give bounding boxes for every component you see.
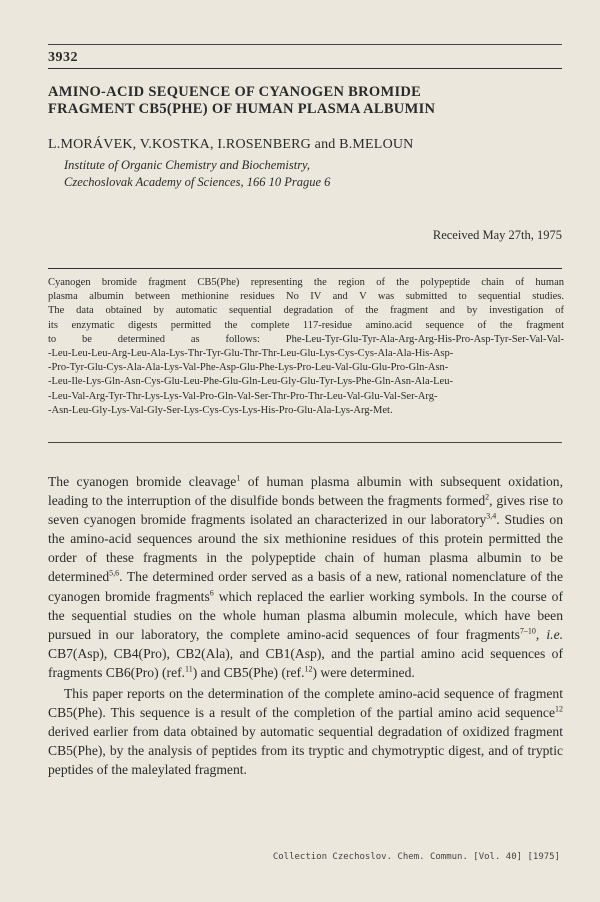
abstract-line: plasma albumin between methionine residues No IV and V was submitted to sequential studies.	[48, 291, 564, 303]
reference-mark: 3,4	[486, 511, 497, 521]
reference-mark: 12	[304, 664, 313, 674]
abstract-line: to be determined as follows: Phe-Leu-Tyr-Glu-Tyr-Ala-Arg-Arg-His-Pro-Asp-Tyr-Ser-Val-Val-	[48, 333, 564, 345]
authors: L.MORÁVEK, V.KOSTKA, I.ROSENBERG and B.MELOUN	[48, 137, 414, 152]
header-rule	[48, 68, 562, 69]
text-run: of human plasma albumin with subsequent oxidation, leading to the interruption of the disulfide bonds between the fragments formed	[48, 474, 563, 509]
abstract-top-rule	[48, 268, 562, 269]
reference-mark: 2	[485, 492, 490, 502]
affiliation-line: Institute of Organic Chemistry and Biochemistry,	[64, 158, 311, 172]
article-title	[48, 84, 568, 118]
text-run: CB7(Asp), CB4(Pro), CB2(Ala), and CB1(Asp), and the partial amino acid sequences of fragments CB6(Pro) (ref.	[48, 645, 563, 680]
text-run: The cyanogen bromide cleavage	[48, 474, 237, 489]
text-run: ) were determined.	[312, 664, 415, 680]
abstract-line: its enzymatic digests permitted the complete 117-residue amino.acid sequence of the fragment	[48, 319, 564, 331]
paragraph-intro	[48, 472, 563, 682]
abstract-line: Cyanogen bromide fragment CB5(Phe) representing the region of the polypeptide chain of human	[48, 277, 564, 288]
paragraph-aim	[48, 684, 563, 779]
text-run: which replaced the earlier working symbols. In the course of the sequential studies on the whole human plasma albumin molecule, which have been pursued in our laboratory, the complete amino-acid sequences of four fragments	[48, 588, 563, 642]
abstract-line: -Asn-Leu-Gly-Lys-Val-Gly-Ser-Lys-Cys-Cys-Lys-His-Pro-Glu-Ala-Lys-Arg-Met.	[48, 404, 393, 416]
text-run: , gives rise to seven cyanogen bromide fragments isolated an characterized in our laboratory	[48, 493, 563, 528]
affiliation	[64, 157, 330, 191]
text-run: ,	[535, 626, 547, 642]
title-line: AMINO-ACID SEQUENCE OF CYANOGEN BROMIDE	[48, 84, 422, 100]
article-body	[48, 472, 563, 780]
text-run: . The determined order served as a basis of a new, rational nomenclature of the cyanogen bromide fragments	[48, 569, 563, 604]
reference-mark: 6	[209, 588, 214, 598]
title-line: FRAGMENT CB5(PHE) OF HUMAN PLASMA ALBUMIN	[48, 101, 436, 117]
text-run: derived earlier from data obtained by automatic sequential degradation of oxidized fragment CB5(Phe), by the analysis of peptides from its tryptic and chymotryptic digest, and of tryptic peptides of the maleylated fragment.	[48, 724, 563, 778]
reference-mark: 7–10	[519, 626, 536, 636]
abstract-line: -Leu-Leu-Leu-Arg-Leu-Ala-Lys-Thr-Tyr-Glu-Thr-Thr-Leu-Glu-Lys-Cys-Cys-Ala-Ala-His-Asp-	[48, 348, 454, 360]
text-run: This paper reports on the determination of the complete amino-acid sequence of fragment CB5(Phe). This sequence is a result of the completion of the partial amino acid sequence	[48, 686, 563, 721]
journal-footer: Collection Czechoslov. Chem. Commun. [Vol. 40] [1975]	[272, 852, 560, 862]
abstract-bottom-rule	[48, 442, 562, 443]
reference-mark: 1	[236, 473, 241, 483]
reference-mark: 5,6	[109, 568, 120, 578]
abstract-line: -Leu-Ile-Lys-Gln-Asn-Cys-Glu-Leu-Phe-Glu-Gln-Leu-Gly-Glu-Tyr-Lys-Phe-Gln-Asn-Ala-Leu-	[48, 376, 453, 388]
top-rule	[48, 44, 562, 45]
abstract-line: -Leu-Val-Arg-Tyr-Thr-Lys-Lys-Val-Pro-Gln-Val-Ser-Thr-Pro-Thr-Leu-Val-Glu-Val-Ser-Arg-	[48, 390, 438, 402]
italic-abbreviation: i.e.	[546, 626, 563, 642]
received-date: Received May 27th, 1975	[432, 228, 562, 242]
text-run: . Studies on the amino-acid sequences around the six methionine residues of this protein permitted the order of these fragments in the polypeptide chain of human plasma albumin to be determined	[48, 512, 563, 585]
text-run: ) and CB5(Phe) (ref.	[192, 664, 305, 680]
abstract-line: The data obtained by automatic sequential degradation of the fragment and by investigation of	[48, 305, 564, 317]
reference-mark: 12	[555, 704, 563, 714]
page-number: 3932	[48, 50, 78, 65]
affiliation-line: Czechoslovak Academy of Sciences, 166 10 Prague 6	[64, 175, 331, 189]
reference-mark: 11	[185, 664, 193, 674]
abstract-line: -Pro-Tyr-Glu-Cys-Ala-Ala-Lys-Val-Phe-Asp-Glu-Phe-Lys-Pro-Leu-Val-Glu-Glu-Pro-Gln-Asn-	[48, 362, 449, 374]
abstract	[48, 276, 564, 418]
